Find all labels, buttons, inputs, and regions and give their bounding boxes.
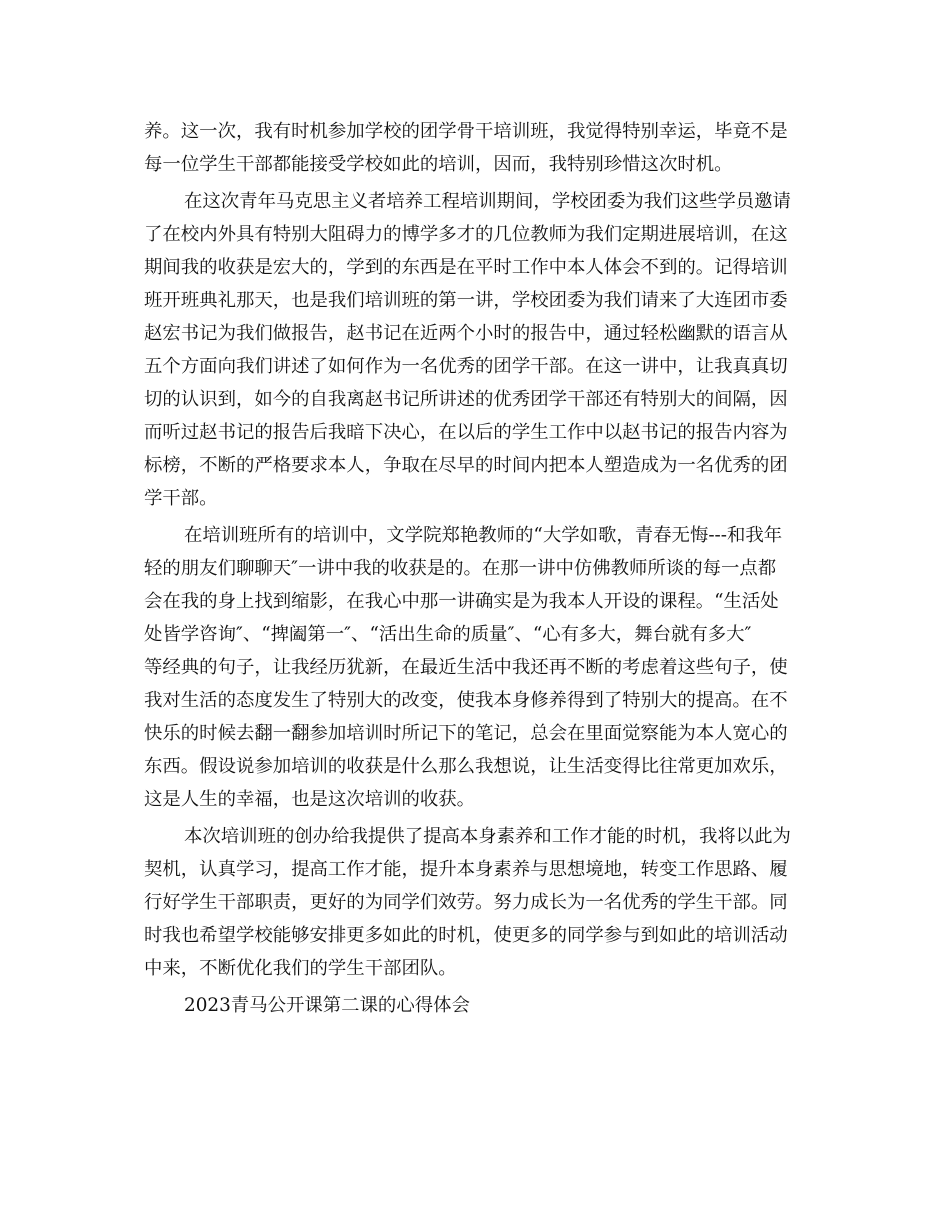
text-line: 赵宏书记为我们做报告，赵书记在近两个小时的报告中，通过轻松幽默的语言从	[144, 323, 788, 344]
text-line: 东西。假设说参加培训的收获是什么那么我想说，让生活变得比往常更加欢乐，	[144, 756, 788, 777]
text-line: 在这次青年马克思主义者培养工程培训期间，学校团委为我们这些学员邀请	[184, 191, 791, 212]
text-line: 而听过赵书记的报告后我暗下决心，在以后的学生工作中以赵书记的报告内容为	[144, 422, 788, 443]
text-line: 会在我的身上找到缩影，在我心中那一讲确实是为我本人开设的课程。“生活处	[144, 591, 779, 612]
paragraph	[144, 185, 808, 515]
paragraph	[144, 115, 808, 181]
text-line: 学干部。	[144, 488, 218, 509]
heading-line: 2023青马公开课第二课的心得体会	[184, 995, 470, 1016]
paragraph	[144, 519, 808, 816]
text-line: 标榜，不断的严格要求本人，争取在尽早的时间内把本人塑造成为一名优秀的团	[144, 455, 788, 476]
document-body	[144, 115, 808, 1022]
text-line: 行好学生干部职责，更好的为同学们效劳。努力成长为一名优秀的学生干部。同	[144, 892, 788, 913]
text-line: 养。这一次，我有时机参加学校的团学骨干培训班，我觉得特别幸运，毕竟不是	[144, 121, 788, 142]
text-line: 切的认识到，如今的自我离赵书记所讲述的优秀团学干部还有特别大的间隔，因	[144, 389, 788, 410]
text-line: 五个方面向我们讲述了如何作为一名优秀的团学干部。在这一讲中，让我真真切	[144, 356, 788, 377]
text-line: 在培训班所有的培训中，文学院郑艳教师的“大学如歌，青春无悔---和我年	[184, 525, 783, 546]
text-line: 契机，认真学习，提高工作才能，提升本身素养与思想境地，转变工作思路、履	[144, 859, 788, 880]
text-line: 等经典的句子，让我经历犹新，在最近生活中我还再不断的考虑着这些句子，使	[144, 657, 788, 678]
text-line: 处皆学咨询″、“捭阖第一″、“活出生命的质量″、“心有多大，舞台就有多大″	[144, 624, 752, 645]
text-line: 轻的朋友们聊聊天″一讲中我的收获是的。在那一讲中仿佛教师所谈的每一点都	[144, 558, 777, 579]
text-line: 期间我的收获是宏大的，学到的东西是在平时工作中本人体会不到的。记得培训	[144, 257, 788, 278]
text-line: 时我也希望学校能够安排更多如此的时机，使更多的同学参与到如此的培训活动	[144, 925, 788, 946]
text-line: 班开班典礼那天，也是我们培训班的第一讲，学校团委为我们请来了大连团市委	[144, 290, 788, 311]
text-line: 本次培训班的创办给我提供了提高本身素养和工作才能的时机，我将以此为	[184, 826, 791, 847]
text-line: 快乐的时候去翻一翻参加培训时所记下的笔记，总会在里面觉察能为本人宽心的	[144, 723, 788, 744]
text-line: 中来，不断优化我们的学生干部团队。	[144, 958, 457, 979]
paragraph	[144, 820, 808, 985]
text-line: 了在校内外具有特别大阻碍力的博学多才的几位教师为我们定期进展培训，在这	[144, 224, 788, 245]
text-line: 这是人生的幸福，也是这次培训的收获。	[144, 789, 476, 810]
section-heading	[144, 989, 808, 1022]
text-line: 我对生活的态度发生了特别大的改变，使我本身修养得到了特别大的提高。在不	[144, 690, 788, 711]
text-line: 每一位学生干部都能接受学校如此的培训，因而，我特别珍惜这次时机。	[144, 154, 733, 175]
